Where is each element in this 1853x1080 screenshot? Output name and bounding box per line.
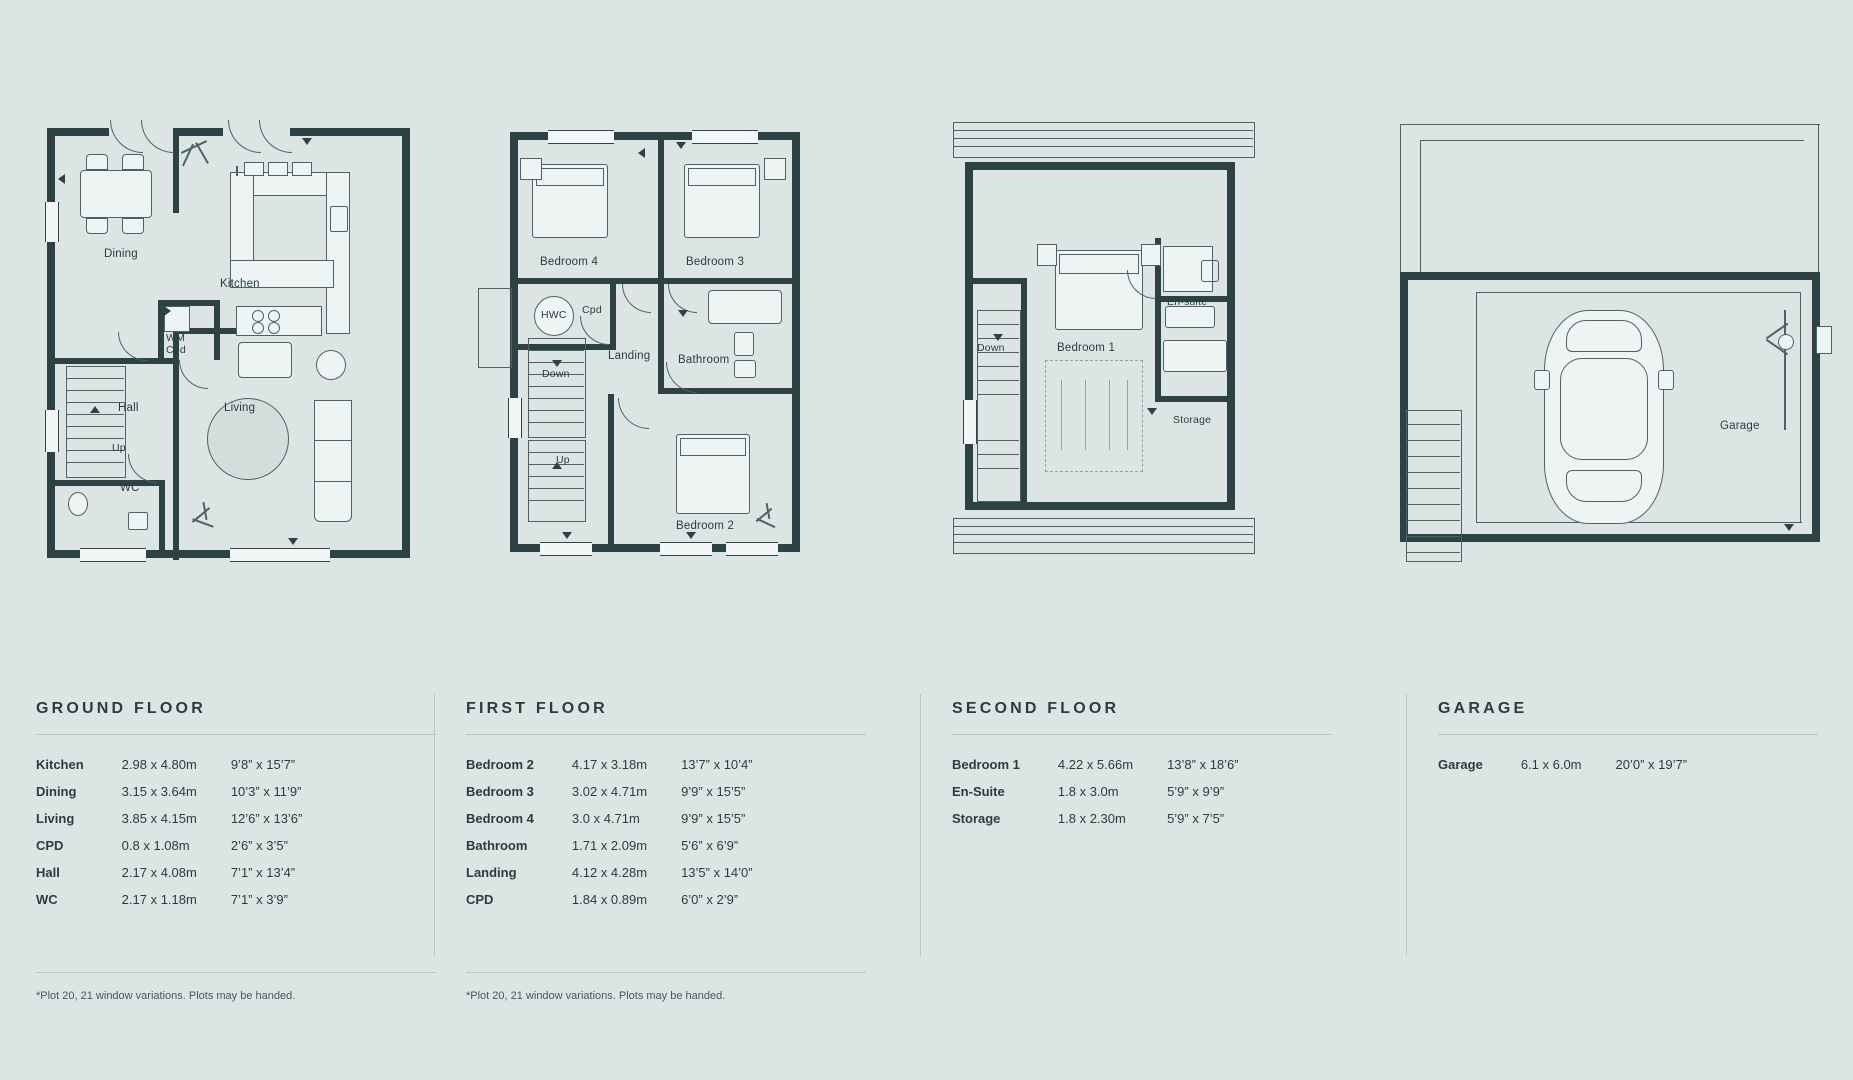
car-mirror-left [1534,370,1550,390]
ground-floor-plan [40,110,400,650]
dining-table [80,170,152,218]
garage-inner-line-left [1476,292,1477,522]
label-bedroom-3: Bedroom 3 [686,256,745,268]
room-imperial: 7’1” x 3’9” [230,892,288,907]
garage-inner-line-top [1476,292,1800,293]
wc-first [734,332,754,356]
footer-rule-mid [466,972,866,973]
stair-step [528,476,584,477]
room-metric: 1.84 x 0.89m [571,892,648,907]
legend-rule-second [952,734,1332,735]
window-bed2-bottom [660,542,712,556]
stair-step [66,378,124,379]
stair-step [528,422,584,423]
plant-leaf-2 [757,518,776,528]
roof-line [953,542,1253,543]
legend-title-garage: GARAGE [1438,700,1528,717]
hob-burner-2 [268,310,280,322]
stair-step [66,438,124,439]
room-imperial: 5’9” x 9’9” [1167,784,1225,799]
room-metric: 4.22 x 5.66m [1057,757,1134,772]
wall-bathroom-left [658,284,664,394]
label-down: Down [542,368,570,380]
table-row [466,865,753,892]
wall-outer-right [402,128,410,558]
window-bed2-bottom-2 [726,542,778,556]
plot-line-inner-top [1420,140,1804,141]
door-dining-top-2 [141,120,174,153]
garage-door-swing [1784,310,1786,430]
plot-line-left [1400,124,1401,274]
label-storage: Storage [1173,414,1212,426]
eaves-line [1085,380,1086,450]
first-floor-plan [500,110,830,650]
legend-rule-garage [1438,734,1818,735]
label-cpd: Cpd [166,344,186,356]
second-floor-plan [945,110,1275,650]
door-dining-top [110,120,143,153]
stair-step [977,394,1019,395]
label-bedroom-2: Bedroom 2 [676,520,735,532]
ceiling-fan-blade-3 [182,144,194,167]
door-hall-living [179,360,208,389]
stair-step [1406,536,1460,537]
room-metric: 6.1 x 6.0m [1520,757,1582,772]
roof-top [953,122,1255,158]
arrow-down-storage [1147,408,1157,415]
hob-burner-3 [252,322,264,334]
garage-external-door [1816,326,1832,354]
stair-step [528,350,584,351]
footnote-ground: *Plot 20, 21 window variations. Plots may be handed. [36,990,296,1002]
wall-garage-right [1812,272,1820,542]
room-metric: 1.8 x 2.30m [1057,811,1126,826]
label-up: Up [556,454,570,466]
table-row [466,784,753,811]
kitchen-stool-1 [236,166,238,176]
stair-step [66,426,124,427]
room-imperial: 9’8” x 15’7” [230,757,296,772]
stair-step [528,398,584,399]
ceiling-fan-blade-2 [195,142,209,164]
kitchen-island [236,306,322,336]
label-hwc: HWC [541,309,567,321]
stair-step [1406,552,1460,553]
room-name: Bedroom 3 [466,784,534,799]
window-landing-left [508,398,522,438]
legend-divider-3 [1406,694,1407,956]
wall-cpd-right [610,284,616,350]
stair-step [1406,472,1460,473]
room-imperial: 5’9” x 7’5” [1167,811,1225,826]
wall-outer-left [965,162,973,510]
wall-garage-top [1400,272,1820,280]
table-row [952,784,1239,811]
basin-second [1165,306,1215,328]
stair-step [528,452,584,453]
legend-rule-first [466,734,866,735]
stair-step [1406,520,1460,521]
wall-hall-top [55,358,175,364]
legend-title-first: FIRST FLOOR [466,700,608,717]
room-name: En-Suite [952,784,1005,799]
car-roof [1560,358,1648,460]
stair-step [1406,440,1460,441]
stair-step [66,402,124,403]
roof-line [953,146,1253,147]
car-bonnet [1566,320,1642,352]
sofa-cushion-1 [314,400,352,442]
kitchen-stool-b [268,162,288,176]
label-hall: Hall [118,402,139,414]
basin [128,512,148,530]
plot-line-inner-left [1420,140,1421,272]
legend-garage [1438,700,1818,784]
eaves-line [1127,380,1128,450]
room-imperial: 9’9” x 15’5” [681,811,746,826]
legend-first-floor [466,700,866,919]
bedside-table-1 [1037,244,1057,266]
room-name: Bedroom 2 [466,757,534,772]
eaves-line [1061,380,1062,450]
eaves-line [1109,380,1110,450]
room-metric: 1.71 x 2.09m [571,838,648,853]
kitchen-stool-a [244,162,264,176]
table-row [36,865,302,892]
legend-title-ground: GROUND FLOOR [36,700,206,717]
room-metric: 2.17 x 4.08m [121,865,197,880]
room-imperial: 20’0” x 19’7” [1615,757,1688,772]
door-kitchen-top-2 [259,120,292,153]
bed-4-pillow [536,168,604,186]
table-row [36,757,302,784]
arrow-down-garage [1784,524,1794,531]
window-left [963,400,977,444]
kitchen-sink [330,206,348,232]
wall-outer-left [47,128,55,558]
room-name: Storage [952,811,1001,826]
label-landing: Landing [608,350,651,362]
stair-step [1406,488,1460,489]
sofa-cushion-2 [314,440,352,482]
label-down: Down [977,342,1005,354]
legend-divider-1 [434,694,435,956]
room-name: Living [36,811,75,826]
basin-first [734,360,756,378]
label-living: Living [224,402,256,414]
table-row [36,784,302,811]
bathtub [708,290,782,324]
wall-outer-top-mid [173,128,223,136]
stair-step [66,414,124,415]
window-landing-bottom [540,542,592,556]
table-row [36,892,302,919]
arrow-down-landing [678,310,688,317]
toilet [68,492,88,516]
stair-step [977,380,1019,381]
window-bed3-top [692,130,758,144]
footer-rule-left [36,972,436,973]
legend-table-ground [36,757,302,919]
stair-step [1406,456,1460,457]
label-cpd: Cpd [582,304,602,316]
legend-title-second: SECOND FLOOR [952,700,1120,717]
door-kitchen-top [228,120,261,153]
dining-chair-4 [122,218,144,234]
wall-wc-right [159,480,165,558]
window-wc-bottom [80,548,146,562]
table-row [466,757,753,784]
stair-step [977,324,1019,325]
room-metric: 1.8 x 3.0m [1057,784,1119,799]
wall-outer-right [792,132,800,552]
room-name: Bedroom 1 [952,757,1020,772]
room-metric: 3.0 x 4.71m [571,811,640,826]
wall-storage-top [1155,396,1235,402]
legend-area [0,700,1853,1080]
table-row [36,811,302,838]
roof-line [953,534,1253,535]
room-imperial: 5’6” x 6’9” [681,838,739,853]
arrow-down-bed2-2 [686,532,696,539]
window-living-bottom [230,548,330,562]
label-dining: Dining [104,248,138,260]
legend-rule-ground [36,734,436,735]
label-garage: Garage [1720,420,1760,432]
room-metric: 2.98 x 4.80m [121,757,197,772]
wall-outer-top-left [47,128,109,136]
wall-bathroom-bottom [658,388,800,394]
wall-outer-bottom [965,502,1235,510]
label-bedroom-1: Bedroom 1 [1057,342,1116,354]
stairs-up-arrow [90,406,100,413]
stair-step [977,454,1019,455]
room-name: CPD [466,892,494,907]
bath-second [1163,340,1227,372]
room-metric: 2.17 x 1.18m [121,892,197,907]
bed-2-pillow [680,438,746,456]
kitchen-counter-left [230,172,254,274]
label-wm: WM [166,332,186,344]
label-bathroom: Bathroom [678,354,730,366]
stair-step [66,462,124,463]
wall-outer-right [1227,162,1235,510]
table-row [1438,757,1687,784]
room-metric: 3.02 x 4.71m [571,784,648,799]
wall-outer-top-right [290,128,410,136]
label-ensuite: En-suite [1167,296,1208,308]
bedside-table-4 [520,158,542,180]
stair-step [977,366,1019,367]
stair-step [528,500,584,501]
room-imperial: 9’9” x 15’5” [681,784,746,799]
legend-second-floor [952,700,1332,838]
label-bedroom-4: Bedroom 4 [540,256,599,268]
table-row [466,838,753,865]
room-metric: 4.17 x 3.18m [571,757,648,772]
room-name: Dining [36,784,77,799]
dining-chair-1 [86,154,108,170]
label-up: Up [112,442,126,454]
stairs-down-arrow [552,360,562,367]
garage-inner-line-right [1800,292,1801,522]
wall-outer-top [965,162,1235,170]
window-hall-left [45,410,59,452]
legend-table-garage [1438,757,1687,784]
wall-garage-bottom [1470,534,1820,542]
arrow-down-kitchen [302,138,312,145]
wall-landing-top [973,278,1027,284]
arrow-down-bed3 [676,142,686,149]
table-row [466,892,753,919]
roof-bottom [953,518,1255,554]
door-bed2 [618,398,649,429]
room-imperial: 13’5” x 14’0” [681,865,753,880]
table-row [466,811,753,838]
room-imperial: 13’8” x 18’6” [1167,757,1239,772]
room-imperial: 6’0” x 2’9” [681,892,739,907]
room-name: Hall [36,865,60,880]
side-table [316,350,346,380]
wall-landing-right [1021,278,1027,510]
kitchen-stool-c [292,162,312,176]
roof-line [953,138,1253,139]
stair-step [1406,504,1460,505]
legend-divider-2 [920,694,921,956]
label-kitchen: Kitchen [220,278,260,290]
room-imperial: 13’7” x 10’4” [681,757,753,772]
door-wc [128,454,157,483]
stair-step [1406,424,1460,425]
kitchen-counter-right [326,172,350,334]
bed-3-pillow [688,168,756,186]
bedside-table-3 [764,158,786,180]
plot-line-top [1400,124,1820,125]
legend-table-first [466,757,753,919]
room-metric: 0.8 x 1.08m [121,838,190,853]
roof-line [953,526,1253,527]
legend-table-second [952,757,1239,838]
room-name: Landing [466,865,517,880]
arrow-right-hall [164,306,171,316]
room-name: Bathroom [466,838,528,853]
stair-step [977,440,1019,441]
stair-step [528,488,584,489]
garage-plan [1380,110,1820,670]
legend-ground-floor [36,700,436,919]
room-imperial: 12’6” x 13’6” [230,811,303,826]
stairs-down-arrow [993,334,1003,341]
room-name: Bedroom 4 [466,811,534,826]
stair-step [66,390,124,391]
door-bed4 [622,284,651,313]
room-metric: 3.85 x 4.15m [121,811,197,826]
plant-leaf-2 [192,518,213,527]
door-bed3 [668,284,697,313]
stair-step [528,386,584,387]
wc-second [1201,260,1219,282]
hob-burner-4 [268,322,280,334]
car-boot [1566,470,1642,502]
stair-step [528,410,584,411]
hob-burner-1 [252,310,264,322]
plot-line-right [1818,124,1819,274]
wall-cpd-right [214,300,220,360]
armchair [238,342,292,378]
stair-step [977,468,1019,469]
arrow-down-bed2 [562,532,572,539]
door-hall-kitchen [118,332,147,361]
footnote-first: *Plot 20, 21 window variations. Plots may be handed. [466,990,726,1002]
garage-side-stairs [1406,410,1462,562]
table-row [952,757,1239,784]
table-row [952,811,1239,838]
external-bay [478,288,512,368]
arrow-down-living [288,538,298,545]
table-row [36,838,302,865]
room-imperial: 10’3” x 11’9” [230,784,302,799]
garage-door-hinge [1778,334,1794,350]
roof-line [953,130,1253,131]
label-wc: WC [120,482,140,494]
room-name: CPD [36,838,64,853]
bedside-table-2 [1141,244,1161,266]
arrow-left-dining [58,174,65,184]
window-bed4-top [548,130,614,144]
room-metric: 3.15 x 3.64m [121,784,197,799]
room-name: Garage [1438,757,1483,772]
garage-inner-line-bottom [1476,522,1802,523]
dining-chair-2 [122,154,144,170]
room-imperial: 7’1” x 13’4” [230,865,296,880]
room-metric: 4.12 x 4.28m [571,865,648,880]
arrow-left-bed4 [638,148,645,158]
room-name: Kitchen [36,757,84,772]
car-mirror-right [1658,370,1674,390]
room-name: WC [36,892,58,907]
wall-landing-bed2 [608,394,614,552]
window-dining-left [45,202,59,242]
dining-chair-3 [86,218,108,234]
room-imperial: 2’6” x 3’5” [230,838,288,853]
